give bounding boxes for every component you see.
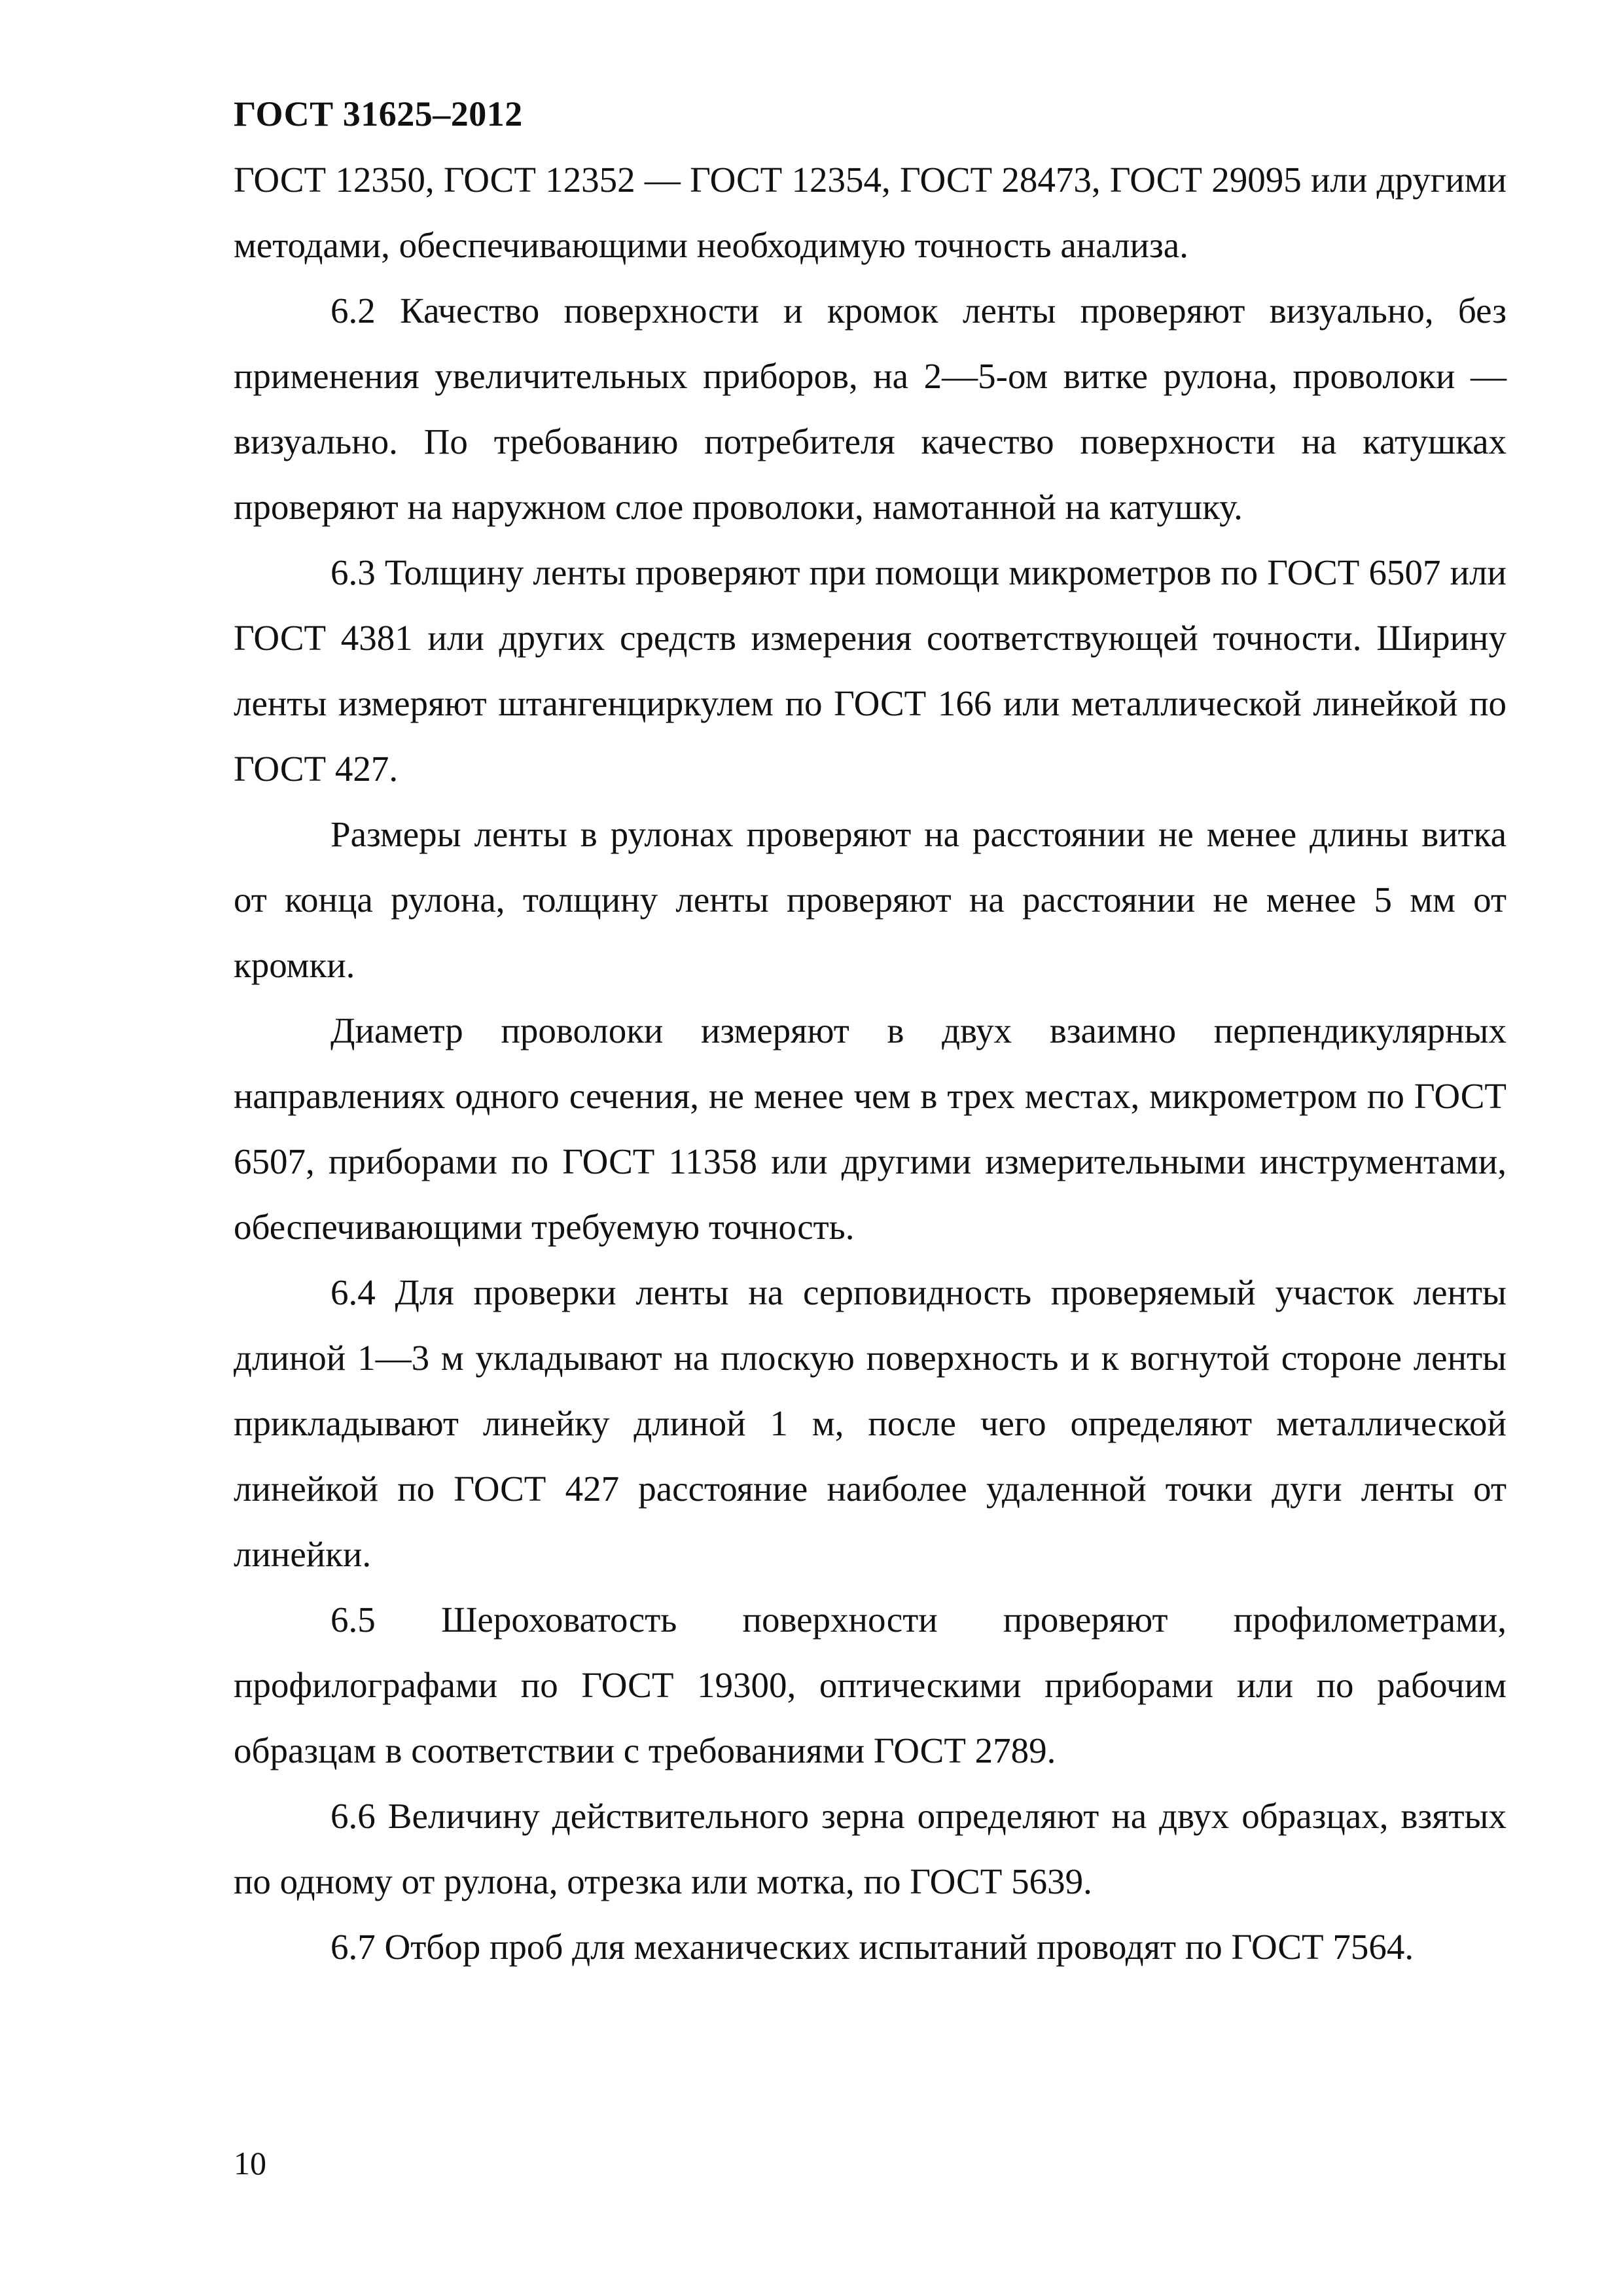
paragraph-6-4: 6.4 Для проверки ленты на серповидность проверяемый участок ленты длиной 1—3 м укладывают на плоскую поверхность и к вогнутой стороне ленты прикладывают линейку длиной 1 м, после чего определяют металлической линейкой по ГОСТ 427 расстояние наиболее удаленной точки дуги ленты от линейки. [234, 1272, 1507, 1574]
paragraph-6-5: 6.5 Шероховатость поверхности проверяют профилометрами, профилографами по ГОСТ 19300, оптическими приборами или по рабочим образцам в соответствии с требованиями ГОСТ 2789. [234, 1600, 1507, 1770]
document-header: ГОСТ 31625–2012 [234, 94, 523, 134]
document-body [234, 147, 1507, 1980]
paragraph-continuation: ГОСТ 12350, ГОСТ 12352 — ГОСТ 12354, ГОСТ 28473, ГОСТ 29095 или другими методами, обеспечивающими необходимую точность анализа. [234, 160, 1507, 265]
paragraph-6-7: 6.7 Отбор проб для механических испытаний проводят по ГОСТ 7564. [330, 1927, 1414, 1967]
paragraph-tape-dimensions: Размеры ленты в рулонах проверяют на расстоянии не менее длины витка от конца рулона, толщину ленты проверяют на расстоянии не менее 5 мм от кромки. [234, 814, 1507, 985]
page-number: 10 [234, 2145, 266, 2181]
paragraph-wire-diameter: Диаметр проволоки измеряют в двух взаимно перпендикулярных направлениях одного сечения, не менее чем в трех местах, микрометром по ГОСТ 6507, приборами по ГОСТ 11358 или другими измерительными инструментами, обеспечивающими требуемую точность. [234, 1011, 1507, 1247]
paragraph-6-6: 6.6 Величину действительного зерна определяют на двух образцах, взятых по одному от рулона, отрезка или мотка, по ГОСТ 5639. [234, 1796, 1507, 1901]
paragraph-6-3: 6.3 Толщину ленты проверяют при помощи микрометров по ГОСТ 6507 или ГОСТ 4381 или других средств измерения соответствующей точности. Ширину ленты измеряют штангенциркулем по ГОСТ 166 или металлической линейкой по ГОСТ 427. [234, 552, 1507, 789]
paragraph-6-2: 6.2 Качество поверхности и кромок ленты проверяют визуально, без применения увеличительных приборов, на 2—5-ом витке рулона, проволоки — визуально. По требованию потребителя качество поверхности на катушках проверяют на наружном слое проволоки, намотанной на катушку. [234, 291, 1507, 527]
